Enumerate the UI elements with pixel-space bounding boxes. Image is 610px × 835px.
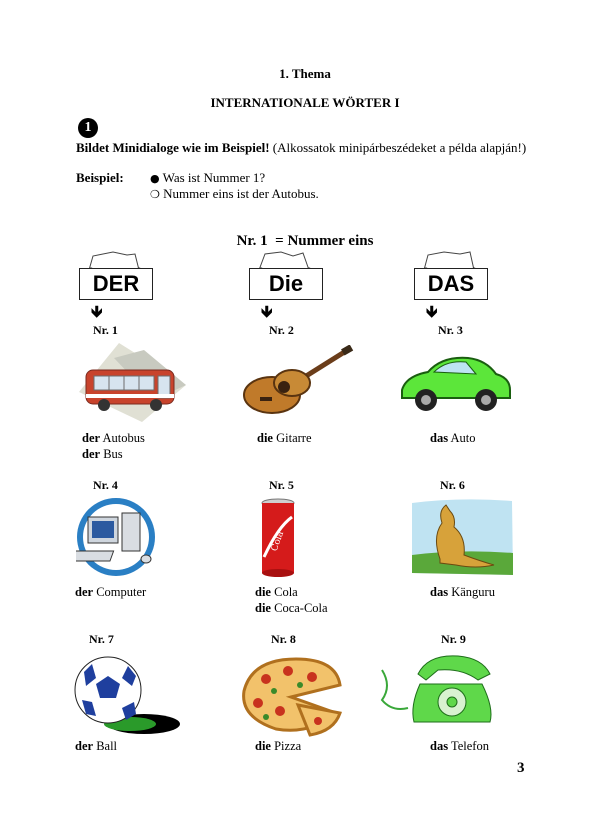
article-word: der: [75, 585, 94, 599]
noun-word: Coca-Cola: [270, 601, 328, 615]
word-item-4: [75, 584, 146, 600]
noun-word: Känguru: [448, 585, 495, 599]
bullet-filled-icon: ●: [150, 172, 160, 185]
instruction-rest: (Alkossatok minipárbeszédeket a példa alapján!): [269, 140, 527, 155]
noun-word: Auto: [448, 431, 476, 445]
article-der: DER: [79, 268, 153, 300]
article-word: der: [75, 739, 94, 753]
word-item-9: [430, 738, 489, 754]
article-word: die: [257, 431, 273, 445]
bullet-hollow-icon: ❍: [150, 188, 160, 201]
word-item-3: [430, 430, 476, 446]
item-number-1: Nr. 1: [93, 323, 118, 337]
article-word: der: [82, 447, 101, 461]
article-word: das: [430, 585, 449, 599]
article-die: Die: [249, 268, 323, 300]
noun-word: Cola: [270, 585, 298, 599]
arrow-down-icon: 🡻: [426, 302, 438, 321]
page-title: INTERNATIONALE WÖRTER I: [210, 95, 400, 110]
article-word: der: [82, 431, 101, 445]
kangaroo-icon: [410, 497, 515, 577]
word-item-7: [75, 738, 117, 754]
example-line-2: [150, 186, 319, 202]
thema-heading: 1. Thema: [279, 66, 331, 81]
arrow-down-icon: 🡻: [261, 302, 273, 321]
item-number-7: Nr. 7: [89, 632, 114, 646]
article-word: das: [430, 431, 449, 445]
svg-text:Cola: Cola: [269, 530, 287, 553]
noun-word: Computer: [93, 585, 147, 599]
noun-word: Gitarre: [272, 431, 312, 445]
item-number-6: Nr. 6: [440, 478, 465, 492]
noun-word: Telefon: [448, 739, 489, 753]
item-number-3: Nr. 3: [438, 323, 463, 337]
article-tag-das: [412, 250, 490, 302]
item-number-4: Nr. 4: [93, 478, 118, 492]
page-number: 3: [517, 760, 525, 776]
example-question: Was ist Nummer 1?: [162, 170, 266, 185]
word-item-8: [255, 738, 301, 754]
item-number-5: Nr. 5: [269, 478, 294, 492]
example-answer: Nummer eins ist der Autobus.: [163, 186, 319, 201]
article-word: die: [255, 601, 271, 615]
telephone-icon: [378, 650, 498, 730]
article-word: das: [430, 739, 449, 753]
noun-word: Bus: [100, 447, 123, 461]
article-word: die: [255, 585, 271, 599]
item-number-2: Nr. 2: [269, 323, 294, 337]
article-tag-die: [247, 250, 325, 302]
instruction-bold: Bildet Minidialoge wie im Beispiel!: [76, 140, 270, 155]
word-item-6: [430, 584, 495, 600]
computer-icon: [76, 495, 160, 580]
noun-word: Ball: [93, 739, 118, 753]
article-das: DAS: [414, 268, 488, 300]
item-number-9: Nr. 9: [441, 632, 466, 646]
car-icon: [398, 350, 513, 415]
arrow-down-icon: 🡻: [91, 302, 103, 321]
article-word: die: [255, 739, 271, 753]
ball-icon: [74, 652, 184, 737]
equation-heading: Nr. 1 = Nummer eins: [236, 233, 374, 249]
example-line-1: [150, 170, 265, 186]
word-item-5: [255, 584, 328, 616]
word-item-1: [82, 430, 145, 462]
pizza-icon: [236, 655, 346, 737]
noun-word: Pizza: [270, 739, 302, 753]
guitar-icon: [240, 345, 355, 420]
cola-can-icon: [258, 497, 300, 579]
bus-icon: [74, 340, 189, 425]
item-number-8: Nr. 8: [271, 632, 296, 646]
noun-word: Autobus: [100, 431, 145, 445]
word-item-2: [257, 430, 312, 446]
example-label: Beispiel:: [76, 170, 124, 185]
article-tag-der: [77, 250, 155, 302]
instruction-line: [76, 140, 526, 156]
exercise-number-badge: 1: [78, 118, 98, 138]
